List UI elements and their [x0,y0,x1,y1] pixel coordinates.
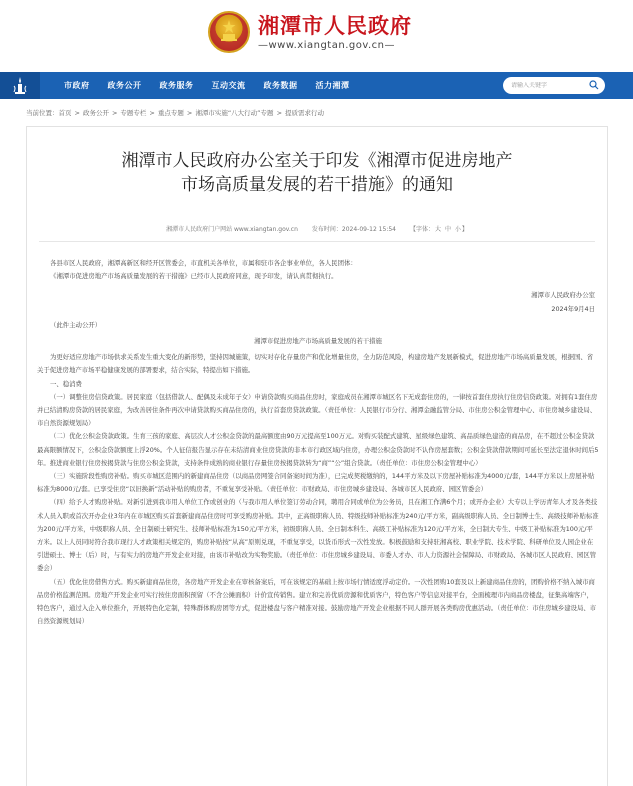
article-body [37,257,599,628]
font-size-label: 【字体： [409,226,434,233]
article-source: 湘潭市人民政府门户网站 www.xiangtan.gov.cn [166,226,298,233]
nav-item-government-affairs[interactable]: 政务公开 [107,81,142,90]
breadcrumb: 当前位置：首页 > 政务公开 > 专题专栏 > 重点专题 > 湘潭市实施“八大行动”专题 > 提质需求行动 [26,109,325,117]
font-size-large-button[interactable]: 大 [435,226,442,233]
article-title-line-2: 市场高质量发展的若干措施》的通知 [181,175,453,195]
breadcrumb-item-home[interactable]: 首页 [58,109,72,117]
breadcrumb-item-affairs[interactable]: 政务公开 [82,109,109,117]
nav-item-interaction[interactable]: 互动交流 [211,81,246,90]
article-title [27,149,607,197]
paragraph-1: （一）调整住房信贷政策。居民家庭（包括借款人、配偶及未成年子女）申请贷款购买商品住房时，家庭成员在湘潭市城区名下无成套住房的，一律按首套住房执行住房信贷政策。对拥有1套住房并已结清购房贷款的居民家庭，为改善居住条件再次申请贷款购买商品住房的，执行首套房贷款政策。（责任单位：人民银行市分行、湘潭金融监管分局、市住房公积金管理中心、市住房城乡建设局、市自然资源规划局） [37,392,598,428]
paragraph-4: （四）给予人才购房补贴。对新引进到我市用人单位工作或创业的（与我市用人单位签订劳动合同，聘用合同或单位为公务员，且在湘工作满6个月；或开办企业）大专以上学历青年人才及各类技术人员入职或首次开办企业3年内在市城区购买首套新建商品住房时可享受购房补贴。其中，正高级职称人员、特级技师补贴标准为240元/平方米，副高级职称人员、全日制博士生、高级技师补贴标准为200元/平方米，中级职称人员、全日制硕士研究生、技师补贴标准为150元/平方米，初级职称人员、全日制本科生、高级工补贴标准为120元/平方米，全日制大专生、中级工补贴标准为100元/平方米。以上人员同时符合我市现行人才政策相关规定的，购房补贴按“从高”原则兑现，不重复享受，以货币形式一次性发放。积极鼓励和支持驻湘高校、职业学院、技术学院、科研单位及人园企业在引进硕士、博士（后）时，与有实力的房地产开发企业对接，由该市补贴改为实物奖励。（责任单位：市住房城乡建设局、市委人才办、市人力资源社会保障局、市财政局、各城市区人民政府、园区管委会） [37,498,599,573]
search-input[interactable] [511,82,589,89]
nav-item-vibrant-xiangtan[interactable]: 活力湘潭 [315,81,350,90]
site-url: —www.xiangtan.gov.cn— [258,40,395,51]
preamble: 为更好适应房地产市场供求关系发生重大变化的新形势，坚持因城施策，切实对存化存量房产和优化增量住房，全力防范风险，构建房地产发展新模式，促进房地产市场高质量发展，根据国、省关于促进房地产市场平稳健康发展的部署要求，结合实际，特提出如下措施。 [37,353,594,375]
paragraph-5: （五）优化住房借售方式。购买新建商品住房，各房地产开发企业在审核备案后，可在该规定的基础上按市场行情适度浮动定价。一次性团购10套及以上新建商品住房的，团购价格不纳入城市商品房价格监测范围。房地产开发企业可实行按住房面积预留（不含公摊面积）计价宣传销售。建立和完善优质房源和优质客户，特色客户等信息对接平台，全面梳理市内商品房楼盘，征集高端客户，特色客户，通过入企入单位推介，开展特色化定制，特殊群体购房团等方式，促进楼盘与客户精准对接。鼓励房地产开发企业根据不同人群开展各类购房优惠活动。（责任单位：市住房城乡建设局、市自然资源规划局） [37,577,597,626]
site-title: 湘潭市人民政府 [258,13,412,38]
breadcrumb-item-topics[interactable]: 专题专栏 [120,109,147,117]
site-header [0,0,633,72]
national-emblem-icon [208,11,250,53]
open-note: （此件主动公开） [50,320,102,329]
sign-org: 湘潭市人民政府办公室 [531,291,595,300]
intro-paragraph: 《湘潭市促进房地产市场高质量发展的若干措施》已经市人民政府同意，现予印发，请认真贯彻执行。 [50,272,338,281]
sign-date: 2024年9月4日 [551,304,595,313]
section-heading: 一、稳消费 [50,379,82,388]
nav-item-government-data[interactable]: 政务数据 [263,81,298,90]
search-icon[interactable] [589,80,599,90]
paragraph-3: （三）实施阶段性购房补贴。购买市城区范围内的新建商品住房（以商品房网签合同备案时间为准），已完成契税缴纳的，144平方米及以下房屋补贴标准为4000元/套，144平方米以上房屋补贴标准为8000元/套。已享受住房“以旧换新”活动补贴的购房者，不重复享受补贴。（责任单位：市财政局、市住房城乡建设局、各城市区人民政府、园区管委会） [37,472,595,494]
article-title-line-1: 湘潭市人民政府办公室关于印发《湘潭市促进房地产 [121,151,513,171]
meta-divider [39,241,595,242]
article-meta [27,224,607,233]
publish-time: 2024-09-12 15:54 [341,226,396,233]
paragraph-2: （二）优化公积金贷款政策。生育三孩的家庭、高层次人才公积金贷款的最高额度由90万元提高至100万元。对购买装配式建筑、星级绿色建筑、高品质绿色建造的商品房，在不超过公积金贷款最高限额情况下，公积金贷款额度上浮20%。个人征信报告显示存在未结清商业住房贷款的非本市行政区域内住房，办理公积金贷款时不认作房屋套数；公积金贷款借款期间可延长至法定退休时间后5年。推进商业银行住房按揭贷款与住房公积金贷款，支持条件成熟的商业银行存量住房按揭贷款转为“商”“公”组合贷款。（责任单位：市住房公积金管理中心） [37,432,599,467]
font-size-close: 】 [461,226,468,233]
font-size-medium-button[interactable]: 中 [444,226,451,233]
breadcrumb-item-key-topics[interactable]: 重点专题 [157,109,184,117]
addressee: 各县市区人民政府，湘潭高新区和经开区管委会，市直机关各单位，市属和驻市各企事业单位，各人民团体： [50,259,357,267]
site-logo[interactable] [208,11,412,53]
nav-item-government-services[interactable]: 政务服务 [159,81,194,90]
font-size-small-button[interactable]: 小 [454,226,461,233]
breadcrumb-item-eight-actions[interactable]: 湘潭市实施“八大行动”专题 [195,109,274,117]
publish-label: 发布时间： [311,226,342,233]
home-icon[interactable] [0,72,40,99]
search-box [503,77,605,94]
main-nav [0,72,633,99]
article-container [26,126,608,786]
breadcrumb-label: 当前位置： [26,109,59,117]
breadcrumb-item-demand[interactable]: 提质需求行动 [285,109,325,117]
nav-item-city-government[interactable]: 市政府 [64,81,90,90]
sub-title: 湘潭市促进房地产市场高质量发展的若干措施 [254,337,382,346]
